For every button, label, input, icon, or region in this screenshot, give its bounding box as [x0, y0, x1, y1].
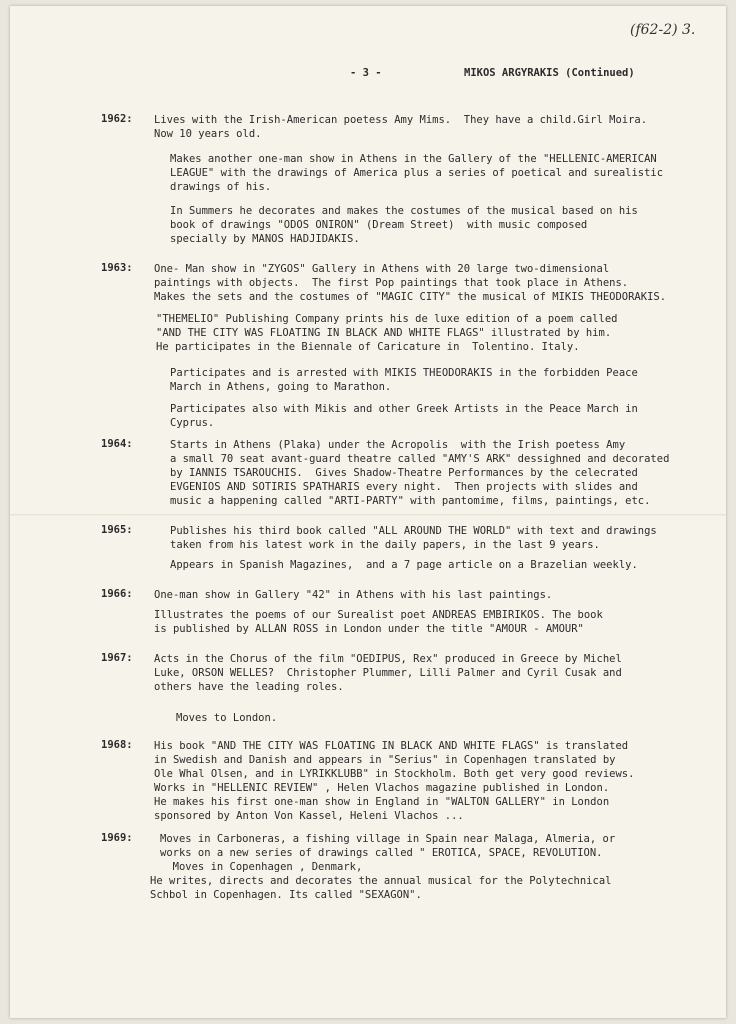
text-line: paintings with objects. The first Pop paintings that took place in Athens. — [154, 277, 629, 289]
text-line: EVGENIOS AND SOTIRIS SPATHARIS every night. Then projects with slides and — [170, 481, 638, 493]
entry-paragraph — [154, 113, 647, 141]
page-number: - 3 - — [350, 67, 382, 79]
text-line: Works in "HELLENIC REVIEW" , Helen Vlachos magazine published in London. — [154, 782, 610, 794]
text-line: Participates also with Mikis and other Greek Artists in the Peace March in — [170, 403, 638, 415]
text-line: Moves in Copenhagen , Denmark, — [160, 861, 363, 873]
text-line: He participates in the Biennale of Caricature in Tolentino. Italy. — [156, 341, 580, 353]
text-line: Starts in Athens (Plaka) under the Acropolis with the Irish poetess Amy — [170, 439, 626, 451]
entry-paragraph — [170, 438, 669, 508]
entry-paragraph — [154, 739, 634, 823]
entry-paragraph — [170, 558, 638, 572]
year-label: 1963: — [101, 262, 133, 274]
entry-paragraph — [154, 588, 552, 602]
text-line: LEAGUE" with the drawings of America plus a series of poetical and surealistic — [170, 167, 664, 179]
text-line: by IANNIS TSAROUCHIS. Gives Shadow-Theatre Performances by the celecrated — [170, 467, 638, 479]
text-line: book of drawings "ODOS ONIRON" (Dream Street) with music composed — [170, 219, 588, 231]
entry-paragraph — [160, 832, 615, 874]
text-line: in Swedish and Danish and appears in "Serius" in Copenhagen translated by — [154, 754, 616, 766]
entry-paragraph — [154, 262, 666, 304]
text-line: "THEMELIO" Publishing Company prints his de luxe edition of a poem called — [156, 313, 618, 325]
text-line: "AND THE CITY WAS FLOATING IN BLACK AND WHITE FLAGS" illustrated by him. — [156, 327, 612, 339]
text-line: Participates and is arrested with MIKIS THEODORAKIS in the forbidden Peace — [170, 367, 638, 379]
typewritten-page — [10, 6, 726, 1018]
entry-paragraph — [170, 402, 638, 430]
text-line: drawings of his. — [170, 181, 272, 193]
entry-paragraph — [170, 204, 638, 246]
text-line: One- Man show in "ZYGOS" Gallery in Athens with 20 large two-dimensional — [154, 263, 610, 275]
text-line: Schbol in Copenhagen. Its called "SEXAGON". — [150, 889, 422, 901]
text-line: Lives with the Irish-American poetess Amy Mims. They have a child.Girl Moira. — [154, 114, 648, 126]
text-line: In Summers he decorates and makes the costumes of the musical based on his — [170, 205, 638, 217]
entry-paragraph — [156, 312, 617, 354]
text-line: He writes, directs and decorates the annual musical for the Polytechnical — [150, 875, 612, 887]
paper-fold-line — [10, 514, 726, 516]
year-label: 1969: — [101, 832, 133, 844]
year-label: 1965: — [101, 524, 133, 536]
text-line: Ole Whal Olsen, and in LYRIKKLUBB" in Stockholm. Both get very good reviews. — [154, 768, 635, 780]
text-line: taken from his latest work in the daily papers, in the last 9 years. — [170, 539, 600, 551]
text-line: Publishes his third book called "ALL AROUND THE WORLD" with text and drawings — [170, 525, 657, 537]
text-line: Moves in Carboneras, a fishing village in Spain near Malaga, Almeria, or — [160, 833, 616, 845]
text-line: Acts in the Chorus of the film "OEDIPUS, Rex" produced in Greece by Michel — [154, 653, 622, 665]
text-line: Cyprus. — [170, 417, 215, 429]
year-label: 1964: — [101, 438, 133, 450]
text-line: music a happening called "ARTI-PARTY" with pantomime, films, paintings, etc. — [170, 495, 651, 507]
year-label: 1962: — [101, 113, 133, 125]
entry-paragraph — [170, 524, 657, 552]
text-line: March in Athens, going to Marathon. — [170, 381, 392, 393]
text-line: works on a new series of drawings called " EROTICA, SPACE, REVOLUTION. — [160, 847, 603, 859]
entry-paragraph — [154, 652, 622, 694]
text-line: a small 70 seat avant-guard theatre called "AMY'S ARK" dessighned and decorated — [170, 453, 670, 465]
text-line: Now 10 years old. — [154, 128, 262, 140]
text-line: is published by ALLAN ROSS in London under the title "AMOUR - AMOUR" — [154, 623, 584, 635]
text-line: His book "AND THE CITY WAS FLOATING IN BLACK AND WHITE FLAGS" is translated — [154, 740, 629, 752]
text-line: One-man show in Gallery "42" in Athens with his last paintings. — [154, 589, 553, 601]
archive-reference-handwritten: (f62-2) 3. — [630, 22, 696, 38]
entry-paragraph — [170, 152, 663, 194]
text-line: Luke, ORSON WELLES? Christopher Plummer, Lilli Palmer and Cyril Cusak and — [154, 667, 622, 679]
running-title: MIKOS ARGYRAKIS (Continued) — [464, 67, 635, 79]
text-line: Moves to London. — [176, 712, 278, 724]
text-line: Makes the sets and the costumes of "MAGIC CITY" the musical of MIKIS THEODORAKIS. — [154, 291, 667, 303]
entry-paragraph — [170, 366, 638, 394]
text-line: specially by MANOS HADJIDAKIS. — [170, 233, 360, 245]
text-line: He makes his first one-man show in England in "WALTON GALLERY" in London — [154, 796, 610, 808]
entry-paragraph — [176, 711, 277, 725]
entry-paragraph — [150, 874, 611, 902]
text-line: Appears in Spanish Magazines, and a 7 page article on a Brazelian weekly. — [170, 559, 638, 571]
text-line: sponsored by Anton Von Kassel, Heleni Vlachos ... — [154, 810, 464, 822]
year-label: 1967: — [101, 652, 133, 664]
entry-paragraph — [154, 608, 603, 636]
text-line: Makes another one-man show in Athens in the Gallery of the "HELLENIC-AMERICAN — [170, 153, 657, 165]
year-label: 1966: — [101, 588, 133, 600]
text-line: Illustrates the poems of our Surealist poet ANDREAS EMBIRIKOS. The book — [154, 609, 603, 621]
year-label: 1968: — [101, 739, 133, 751]
text-line: others have the leading roles. — [154, 681, 344, 693]
